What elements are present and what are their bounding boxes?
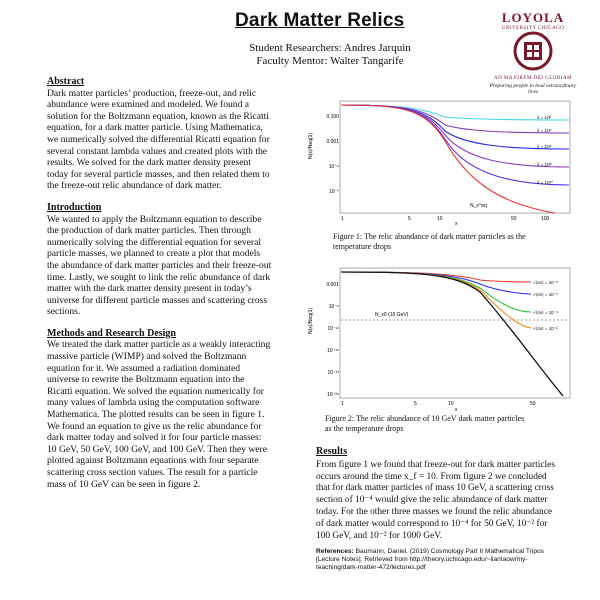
authors-block — [230, 42, 430, 68]
methods-heading: Methods and Research Design — [47, 327, 176, 339]
fig1-legend-1: λ = 10² — [537, 115, 552, 120]
mentor-line: Faculty Mentor: Walter Tangarife — [256, 55, 404, 67]
fig2-xtick: 5 — [414, 401, 417, 407]
results-section — [316, 446, 561, 542]
references-section — [316, 548, 566, 573]
fig1-xtick: 10 — [437, 216, 443, 222]
fig1-annotation: N_x^eq — [470, 203, 487, 209]
introduction-heading: Introduction — [47, 201, 102, 213]
fig2-xtick: 10 — [448, 401, 454, 407]
fig1-ytick: 0.100 — [326, 114, 339, 120]
fig2-legend-2: √⟨σv⟩ = 10⁻⁶ — [533, 292, 558, 297]
methods-text: We treated the dark matter particle as a weakly interacting massive particle (WIMP) and solved the Boltzmann equation for it. We assumed a radiation dominated universe to rewrite the Boltzmann equation into the Ricatti equation. We solved the equation numerically for many values of lambda using the computation software Mathematica. The plotted results can be seen in figure 1. We found an equation to give us the relic abundance for dark matter today and solved it for four particle masses: 10 GeV, 50 GeV, 100 GeV, and 100 GeV. Then they were plotted against Boltzmann equations with four separate scattering cross section values. The result for a particle mass of 10 GeV can be seen in figure 2. — [47, 339, 271, 490]
references-label: References: — [316, 548, 354, 555]
fig1-ytick: 10⁻⁷ — [328, 189, 339, 195]
introduction-text: We wanted to apply the Boltzmann equation to describe the production of dark matter particles. Then through numerically solving the differential equation for several particle masses, we planned to create a plot that models the abundance of dark matter particles and their freeze-out time. Lastly, we sought to link the relic abundance of dark matter with the dark matter density present in today’s universe for different particle masses and scattering cross sections. — [47, 213, 272, 318]
fig2-xtick: 1 — [341, 401, 344, 407]
fig1-xtick: 1 — [341, 216, 344, 222]
fig1-xtick: 5 — [408, 216, 411, 222]
fig2-ytick: 10⁻⁶ — [328, 304, 339, 310]
references-text: Baumann, Daniel. (2019) Cosmology Part II Mathematical Tripos [Lecture Notes]. Retrieved from http://theory.uchicago.edu/~liantaow/my-teaching/dark-matter-472/lectures.pdf — [316, 548, 544, 572]
fig1-xlabel: x — [455, 221, 458, 225]
results-text: From figure 1 we found that freeze-out for dark matter particles occurs around the time x_f = 10. From figure 2 we concluded that for dark matter particles of mass 10 GeV, a scattering cross section of 10⁻⁴ would give the relic abundance of dark matter today. For the other three masses we found the relic abundance of dark matter would correspond to 10⁻⁴ for 50 GeV, 10⁻² for 100 GeV, and 10⁻² for 1000 GeV. — [316, 459, 555, 541]
fig2-ytick: 0.001 — [326, 282, 339, 288]
abstract-text: Dark matter particles’ production, freeze-out, and relic abundance were examined and modeled. We found a solution for the Boltzmann equation, known as the Ricatti equation, for a dark matter particle. Using Mathematica, we numerically solved the differential Ricatti equation for several constant lambda values and created plots with the results. We solved for the dark matter density present today for several particle masses, and then related them to the freeze-out relic abundance of dark matter. — [47, 87, 270, 192]
logo-name: LOYOLA — [501, 10, 565, 25]
fig1-ylabel: N(x)/Neq(1) — [308, 132, 314, 159]
fig1-legend-4: λ = 10⁸ — [537, 162, 552, 167]
fig1-ytick: 0.001 — [326, 139, 339, 145]
fig2-legend-1: √⟨σv⟩ = 10⁻⁸ — [533, 280, 558, 285]
figure-2-plot — [305, 262, 575, 412]
figure-1-plot — [305, 95, 575, 225]
fig2-ytick: 10⁻²⁶ — [327, 392, 339, 398]
fig1-legend-2: λ = 10⁴ — [537, 128, 552, 133]
fig2-annotation: N_x0 (10 GeV) — [375, 312, 409, 318]
fig2-legend-4: √⟨σv⟩ = 10⁻² — [533, 326, 558, 331]
fig1-ytick: 10⁻⁵ — [328, 164, 339, 170]
figure-1-caption: Figure 1: The relic abundance of dark matter particles as the temperature drops — [333, 232, 526, 251]
fig1-legend-3: λ = 10⁶ — [537, 144, 552, 149]
fig2-ytick: 10⁻¹⁶ — [327, 348, 339, 354]
researchers-line: Student Researchers: Andres Jarquin — [249, 42, 411, 54]
results-heading: Results — [316, 446, 348, 457]
fig2-xlabel: x — [455, 407, 458, 412]
poster-title: Dark Matter Relics — [235, 10, 405, 31]
fig2-ytick: 10⁻¹¹ — [327, 326, 339, 332]
seal-icon — [506, 31, 560, 71]
fig1-legend-5: λ = 10¹⁰ — [537, 180, 554, 185]
logo-tagline: Preparing people to lead extraordinary lives — [489, 83, 577, 95]
fig2-legend-3: √⟨σv⟩ = 10⁻⁴ — [533, 310, 558, 315]
fig2-ylabel: N(x)/Neq(1) — [308, 307, 314, 334]
fig1-xtick: 100 — [541, 216, 550, 222]
figure-2-caption: Figure 2: The relic abundance of 10 GeV dark matter particles as the temperature drops — [325, 414, 525, 433]
fig2-ytick: 10⁻²¹ — [327, 370, 339, 376]
logo-motto: AD MAJOREM DEI GLORIAM — [493, 76, 573, 81]
logo-subtitle: UNIVERSITY CHICAGO — [501, 26, 565, 31]
university-logo — [488, 10, 578, 95]
abstract-heading: Abstract — [47, 76, 85, 87]
fig1-xtick: 50 — [511, 216, 517, 222]
fig2-xtick: 50 — [530, 401, 536, 407]
left-column — [47, 76, 272, 500]
